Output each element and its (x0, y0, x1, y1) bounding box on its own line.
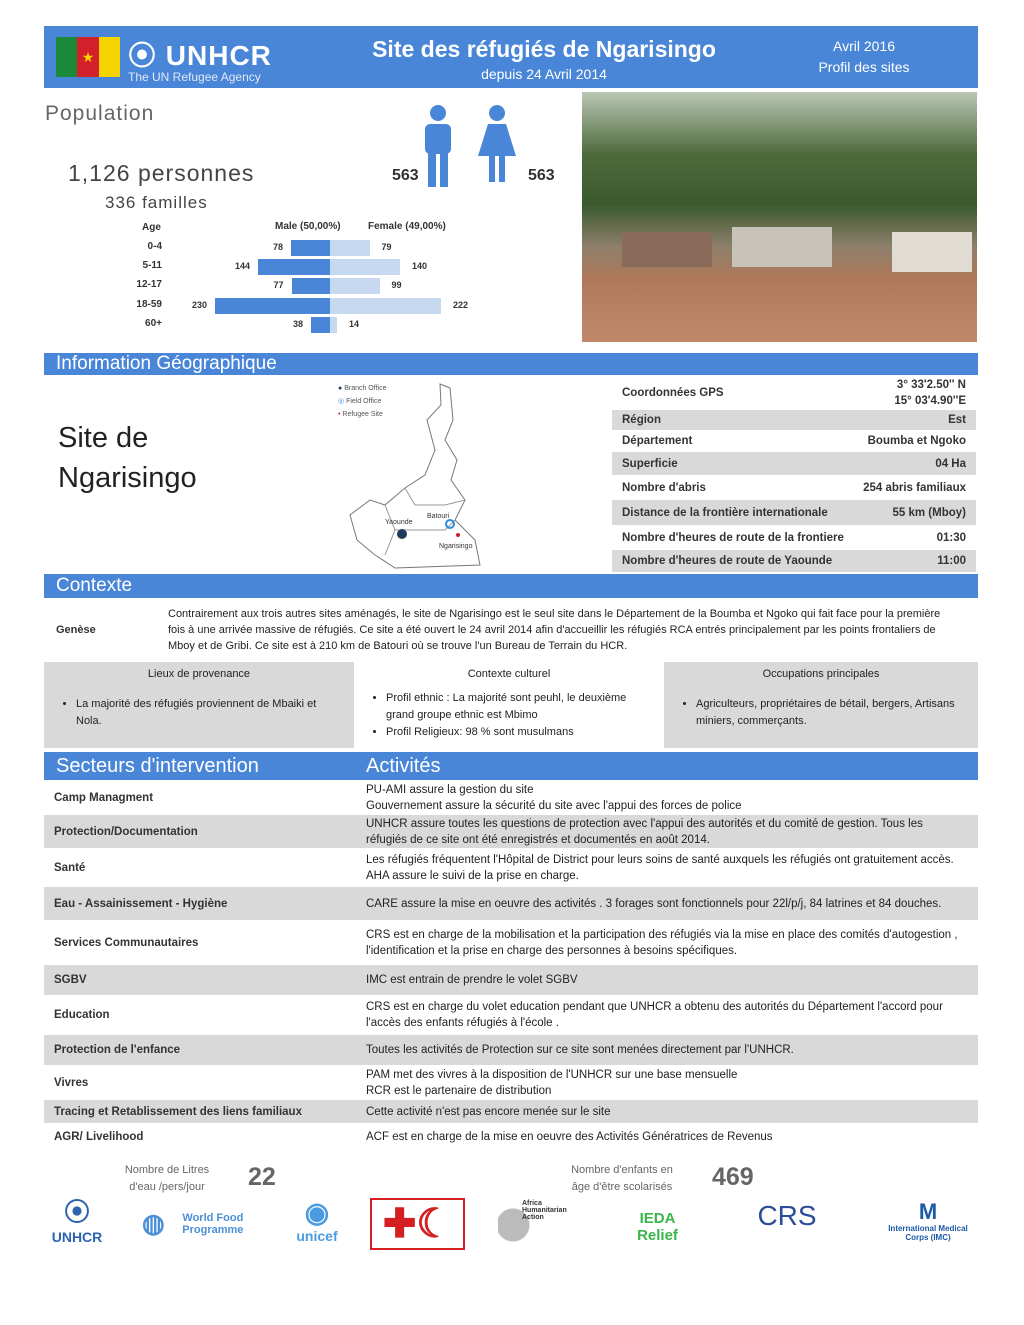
geo-row (612, 452, 976, 475)
report-date: Avril 2016 (832, 38, 895, 54)
column-title: Occupations principales (762, 668, 880, 680)
map-label-yaounde: Yaounde (385, 519, 413, 526)
male-value-label: 78 (272, 242, 283, 252)
female-value-label: 79 (381, 242, 392, 252)
sector-label: Protection/Documentation (54, 825, 198, 838)
male-value-label: 144 (234, 261, 250, 272)
logo-text: unicef (296, 1228, 338, 1244)
activity-text: UNHCR assure toutes les questions de protection avec l'appui des autorités et du comité de gestion. Tous les réfugiés de ce site ont été enregistrés et documentés en août 2014. (366, 817, 923, 846)
geo-label: Région (622, 414, 661, 426)
context-section-bar (44, 574, 978, 598)
geo-label: Nombre d'heures de route de Yaounde (622, 555, 833, 567)
sector-label: Santé (54, 861, 86, 874)
shelter (892, 232, 972, 272)
sector-row (44, 1035, 978, 1067)
context-column (664, 662, 978, 748)
activity-text: Cette activité n'est pas encore menée sur le site (366, 1105, 611, 1118)
logo-wfp (142, 1208, 257, 1239)
sector-row (44, 782, 978, 815)
stat-label: âge d'être scolarisés (571, 1181, 673, 1193)
genese-label: Genèse (56, 624, 96, 636)
activity-text: Toutes les activités de Protection sur ce site sont menées directement par l'UNHCR. (366, 1044, 794, 1056)
logo-unhcr: ⦿ UNHCR (51, 1197, 103, 1245)
activity-text: CRS est en charge de la mobilisation et la participation des réfugiés via la mise en place des comités d'autogestion , l'identification et la prise en charge des personnes à besoins spécifiques. (366, 928, 958, 957)
activity-text: RCR est le partenaire de distribution (366, 1084, 552, 1097)
activity-cell (366, 850, 978, 886)
families-count: 336 familles (105, 193, 208, 212)
male-bar (292, 278, 331, 294)
activity-cell (366, 894, 978, 914)
geo-value: 55 km (Mboy) (892, 506, 966, 519)
legend-male: Male (50,00%) (275, 221, 341, 232)
shelter (622, 232, 712, 267)
sector-label: Education (54, 1009, 110, 1021)
logo-imc: M International Medical Corps (IMC) (888, 1199, 968, 1242)
page-title: Site des réfugiés de Ngarisingo (372, 36, 716, 62)
activity-text: PU-AMI assure la gestion du site (366, 783, 534, 796)
geo-info-table (612, 376, 976, 572)
male-value-label: 38 (292, 318, 303, 329)
stat-label: d'eau /pers/jour (129, 1181, 205, 1193)
female-value-label: 140 (412, 261, 428, 272)
activities-heading: Activités (366, 755, 441, 777)
logo-ieda-relief (620, 1210, 695, 1244)
geo-value: Boumba et Ngoko (867, 435, 966, 447)
geo-label: Département (622, 435, 693, 447)
site-name-line: Site de (58, 422, 149, 454)
legend-female: Female (49,00%) (368, 221, 446, 232)
male-count: 563 (392, 167, 419, 184)
activity-text: CRS est en charge du volet education pendant que UNHCR a obtenu des autorités du Département l'accord pour l'accès des enfants réfugiés à l'école . (366, 1001, 943, 1029)
activity-text: PAM met des vivres à la disposition de l'UNHCR sur une base mensuelle (366, 1068, 738, 1081)
age-axis-label: Age (142, 222, 161, 233)
female-count: 563 (528, 167, 555, 184)
activity-cell (366, 1065, 978, 1101)
gps-lon: 15° 03'4.90''E (894, 395, 966, 407)
age-tick-label: 60+ (145, 317, 162, 329)
activity-cell (366, 970, 978, 990)
branch-office-icon: ● (338, 385, 343, 392)
shelter (732, 227, 832, 267)
age-tick-label: 5-11 (142, 260, 162, 272)
context-heading: Contexte (56, 575, 133, 596)
legend-item: Refugee Site (342, 411, 383, 418)
sector-row (44, 1067, 978, 1100)
page-subtitle: depuis 24 Avril 2014 (481, 66, 607, 82)
doc-type: Profil des sites (818, 59, 910, 75)
field-office-icon: ◎ (338, 398, 345, 405)
sectors-table (44, 782, 978, 1150)
geo-row (612, 430, 976, 452)
logo-unicef: ◉ unicef (296, 1197, 338, 1244)
children-label (556, 1162, 688, 1196)
org-subtitle: The UN Refugee Agency (128, 70, 261, 84)
stat-label: Nombre d'enfants en (571, 1164, 673, 1176)
gps-lat: 3° 33'2.50'' N (896, 379, 966, 391)
water-value: 22 (248, 1163, 276, 1191)
geo-label: Superficie (622, 457, 678, 470)
geo-label: Distance de la frontière internationale (622, 506, 828, 519)
geo-value: 04 Ha (935, 457, 966, 470)
unhcr-logo (128, 34, 272, 84)
activity-cell (366, 780, 978, 816)
female-bar (330, 317, 337, 333)
children-value: 469 (712, 1163, 754, 1191)
sector-row (44, 887, 978, 922)
activity-text: Les réfugiés fréquentent l'Hôpital de District pour leurs soins de santé auxquels les réfugiés ont gratuitement accès. AHA assure le suivi de la prise en charge. (366, 853, 954, 882)
geo-value: 11:00 (937, 555, 966, 567)
water-label (112, 1162, 222, 1196)
sector-label: Services Communautaires (54, 936, 199, 949)
sector-label: SGBV (54, 974, 87, 986)
map-label-batouri: Batouri (427, 513, 450, 520)
activity-text: IMC est entrain de prendre le volet SGBV (366, 974, 578, 986)
female-bar (330, 298, 441, 314)
geo-row (612, 376, 976, 410)
geo-row (612, 410, 976, 430)
persons-count: 1,126 personnes (68, 160, 255, 186)
geo-value: 01:30 (936, 531, 966, 544)
female-icon (476, 104, 518, 184)
sector-row (44, 1125, 978, 1150)
male-value-label: 230 (191, 299, 207, 310)
sector-row (44, 922, 978, 965)
sectors-section-bar (44, 752, 978, 780)
context-columns (44, 662, 978, 748)
population-heading: Population (45, 102, 155, 125)
logo-text: International Medical Corps (IMC) (888, 1224, 968, 1242)
column-item: • Profil Religieux: 98 % sont musulmans (386, 724, 654, 741)
activity-text: ACF est en charge de la mise en oeuvre des Activités Génératrices de Revenus (366, 1130, 773, 1143)
geo-row (612, 475, 976, 500)
activity-cell (366, 1127, 978, 1147)
activity-text: CARE assure la mise en oeuvre des activités . 3 forages sont fonctionnels pour 22l/p/j, 84 latrines et 84 douches. (366, 897, 942, 910)
sector-label: Camp Managment (54, 791, 154, 804)
sector-label: Eau - Assainissement - Hygiène (54, 897, 228, 910)
male-bar (291, 240, 330, 256)
legend-item: Field Office (346, 398, 382, 405)
site-photo (582, 92, 977, 342)
context-column (354, 662, 664, 748)
geo-value (894, 377, 966, 409)
context-column (44, 662, 354, 748)
female-value-label: 222 (453, 299, 469, 310)
unhcr-emblem-icon: ⦿ (128, 40, 158, 71)
male-bar (311, 317, 330, 333)
logo-text: UNHCR (51, 1229, 103, 1245)
geo-label: Nombre d'abris (622, 481, 706, 494)
site-name (58, 418, 197, 498)
logo-text: IEDA Relief (637, 1210, 678, 1244)
geo-label: Coordonnées GPS (622, 387, 724, 399)
geo-row (612, 525, 976, 550)
male-icon (420, 104, 456, 188)
age-tick-label: 18-59 (136, 298, 162, 310)
sectors-heading: Secteurs d'intervention (56, 755, 259, 777)
sector-label: Tracing et Retablissement des liens familiaux (54, 1105, 302, 1118)
geo-row (612, 500, 976, 525)
logo-aha (498, 1200, 586, 1252)
female-value-label: 99 (391, 280, 402, 291)
female-bar (330, 240, 370, 256)
age-tick-label: 0-4 (147, 241, 162, 252)
activity-cell (366, 997, 978, 1033)
logo-text: CRS (757, 1200, 817, 1231)
logo-text: World Food Programme (182, 1211, 244, 1236)
column-item: • Agriculteurs, propriétaires de bétail, bergers, Artisans miniers, commerçants. (696, 696, 968, 730)
activity-cell (366, 925, 978, 961)
sector-row (44, 1100, 978, 1125)
female-bar (330, 278, 380, 294)
column-title: Lieux de provenance (147, 668, 251, 680)
refugee-site-icon: • (338, 411, 341, 418)
genese-text: Contrairement aux trois autres sites aménagés, le site de Ngarisingo est le seul site dans le Département de la Boumba et Ngoko qui fait face pour la première fois à une arrivée massive de réfugiés. Ce site a été ouvert le 24 avril 2014 afin d'accueillir les réfugiés RCA entrés principalement par les points frontaliers de Mboy et de Gribi. Ce site est à 210 km de Batouri où se trouve l'un Bureau de Terrain du HCR. (168, 608, 941, 652)
activity-cell (366, 814, 978, 850)
activity-cell (366, 1040, 978, 1060)
male-bar (215, 298, 330, 314)
map-label-ngarisingo: Ngarisingo (439, 543, 473, 550)
activity-cell (366, 1102, 978, 1122)
cameroon-map (345, 380, 490, 572)
logo-text: Africa Humanitarian Action (522, 1200, 567, 1221)
male-value-label: 77 (273, 280, 284, 291)
sector-label: Protection de l'enfance (54, 1044, 181, 1056)
female-bar (330, 259, 400, 275)
column-title: Contexte culturel (467, 668, 551, 680)
logo-red-cross-crescent: ✚☾ (370, 1198, 465, 1250)
cameroon-flag-icon: ★ (56, 37, 120, 77)
age-tick-label: 12-17 (136, 279, 162, 291)
site-name-line: Ngarisingo (58, 462, 197, 494)
column-item: • Profil ethnic : La majorité sont peuhl, le deuxième grand groupe ethnic est Mbimo (386, 690, 654, 724)
female-value-label: 14 (349, 318, 360, 329)
geo-heading: Information Géographique (56, 353, 277, 374)
page-header (44, 26, 978, 88)
activity-text: Gouvernement assure la sécurité du site avec l'appui des forces de police (366, 799, 742, 812)
geo-section-bar (44, 353, 978, 375)
sector-row (44, 850, 978, 887)
stat-label: Nombre de Litres (124, 1164, 210, 1176)
wfp-emblem-icon: ◍ (142, 1208, 165, 1238)
male-bar (258, 259, 330, 275)
header-meta (784, 36, 944, 78)
logo-crs (752, 1200, 822, 1232)
column-item: • La majorité des réfugiés proviennent de Mbaiki et Nola. (76, 696, 344, 730)
geo-row (612, 550, 976, 572)
geo-value: 254 abris familiaux (863, 481, 966, 494)
org-name: UNHCR (165, 40, 272, 71)
legend-item: Branch Office (344, 385, 387, 392)
sector-label: Vivres (54, 1076, 89, 1089)
sector-row (44, 965, 978, 997)
geo-value: Est (948, 414, 966, 426)
genese-row (44, 606, 978, 654)
geo-label: Nombre d'heures de route de la frontiere (622, 531, 844, 544)
sector-label: AGR/ Livelihood (54, 1130, 144, 1143)
sector-row (44, 997, 978, 1035)
sector-row (44, 815, 978, 850)
